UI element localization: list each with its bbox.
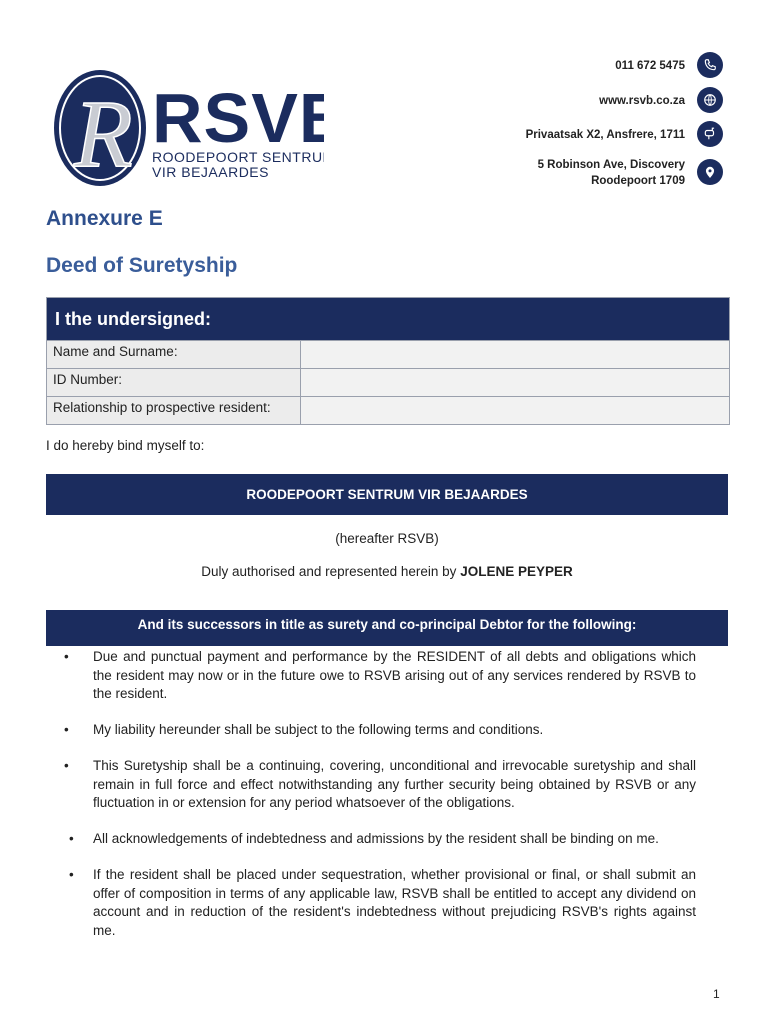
logo-letter: R xyxy=(74,80,133,187)
bullet-symbol: • xyxy=(64,758,69,773)
list-item xyxy=(46,757,696,813)
mailbox-icon xyxy=(697,121,723,147)
list-item-text: If the resident shall be placed under sequestration, whether provisional or final, or shall submit an offer of composition in terms of any applicable law, RSVB shall be entitled to accept any dividend on account and in reduction of the resident's indebtedness without prejudicing RSVB's rights against me. xyxy=(93,867,696,938)
page-number: 1 xyxy=(713,987,720,1001)
list-item xyxy=(46,648,696,704)
rsvb-logo xyxy=(52,66,324,190)
contact-street-line2: Roodepoort 1709 xyxy=(591,175,685,187)
successors-banner: And its successors in title as surety and co-principal Debtor for the following: xyxy=(46,610,728,646)
authorised-prefix: Duly authorised and represented herein by xyxy=(201,564,461,579)
id-number-field[interactable] xyxy=(301,369,729,396)
contact-phone: 011 672 5475 xyxy=(615,60,685,72)
contact-street-line1: 5 Robinson Ave, Discovery xyxy=(537,159,685,171)
bullet-symbol: • xyxy=(64,649,69,664)
contact-website: www.rsvb.co.za xyxy=(599,95,685,107)
location-pin-icon xyxy=(697,159,723,185)
list-item xyxy=(46,866,696,940)
bullet-symbol: • xyxy=(64,721,69,737)
form-row-id xyxy=(47,368,729,396)
list-item xyxy=(46,830,696,849)
logo-subtitle-line1: ROODEPOORT SENTRUM xyxy=(152,149,324,165)
annexure-heading: Annexure E xyxy=(46,207,163,230)
globe-icon xyxy=(697,87,723,113)
form-row-name xyxy=(47,340,729,368)
phone-icon xyxy=(697,52,723,78)
list-item-text: This Suretyship shall be a continuing, covering, unconditional and irrevocable suretyship and shall remain in full force and effect notwithstanding any further security being obtained by RSVB or any fluctuation in or extension for any period whatsoever of the obligations. xyxy=(93,758,696,810)
undersigned-form xyxy=(46,297,730,425)
form-heading: I the undersigned: xyxy=(47,298,729,340)
logo-subtitle-line2: VIR BEJAARDES xyxy=(152,164,269,180)
list-item xyxy=(46,721,696,740)
name-surname-field[interactable] xyxy=(301,341,729,368)
relationship-field[interactable] xyxy=(301,397,729,424)
form-row-relationship xyxy=(47,396,729,424)
form-label: Relationship to prospective resident: xyxy=(47,397,301,424)
bullet-symbol: • xyxy=(69,867,74,882)
list-item-text: Due and punctual payment and performance by the RESIDENT of all debts and obligations which the resident may now or in the future owe to RSVB arising out of any services rendered by RSVB to the resident. xyxy=(93,649,696,701)
organisation-banner: ROODEPOORT SENTRUM VIR BEJAARDES xyxy=(46,474,728,515)
bullet-symbol: • xyxy=(69,830,74,846)
list-item-text: My liability hereunder shall be subject to the following terms and conditions. xyxy=(93,721,544,737)
logo-brand: RSV xyxy=(152,79,299,157)
form-label: ID Number: xyxy=(47,369,301,396)
hereafter-note: (hereafter RSVB) xyxy=(335,531,439,546)
authorised-line xyxy=(46,564,728,579)
form-label: Name and Surname: xyxy=(47,341,301,368)
authorised-name: JOLENE PEYPER xyxy=(460,564,573,579)
terms-list xyxy=(46,648,696,940)
bind-statement: I do hereby bind myself to: xyxy=(46,438,205,453)
contact-postal: Privaatsak X2, Ansfrere, 1711 xyxy=(525,129,685,141)
list-item-text: All acknowledgements of indebtedness and admissions by the resident shall be binding on me. xyxy=(93,830,659,846)
deed-title: Deed of Suretyship xyxy=(46,254,238,277)
